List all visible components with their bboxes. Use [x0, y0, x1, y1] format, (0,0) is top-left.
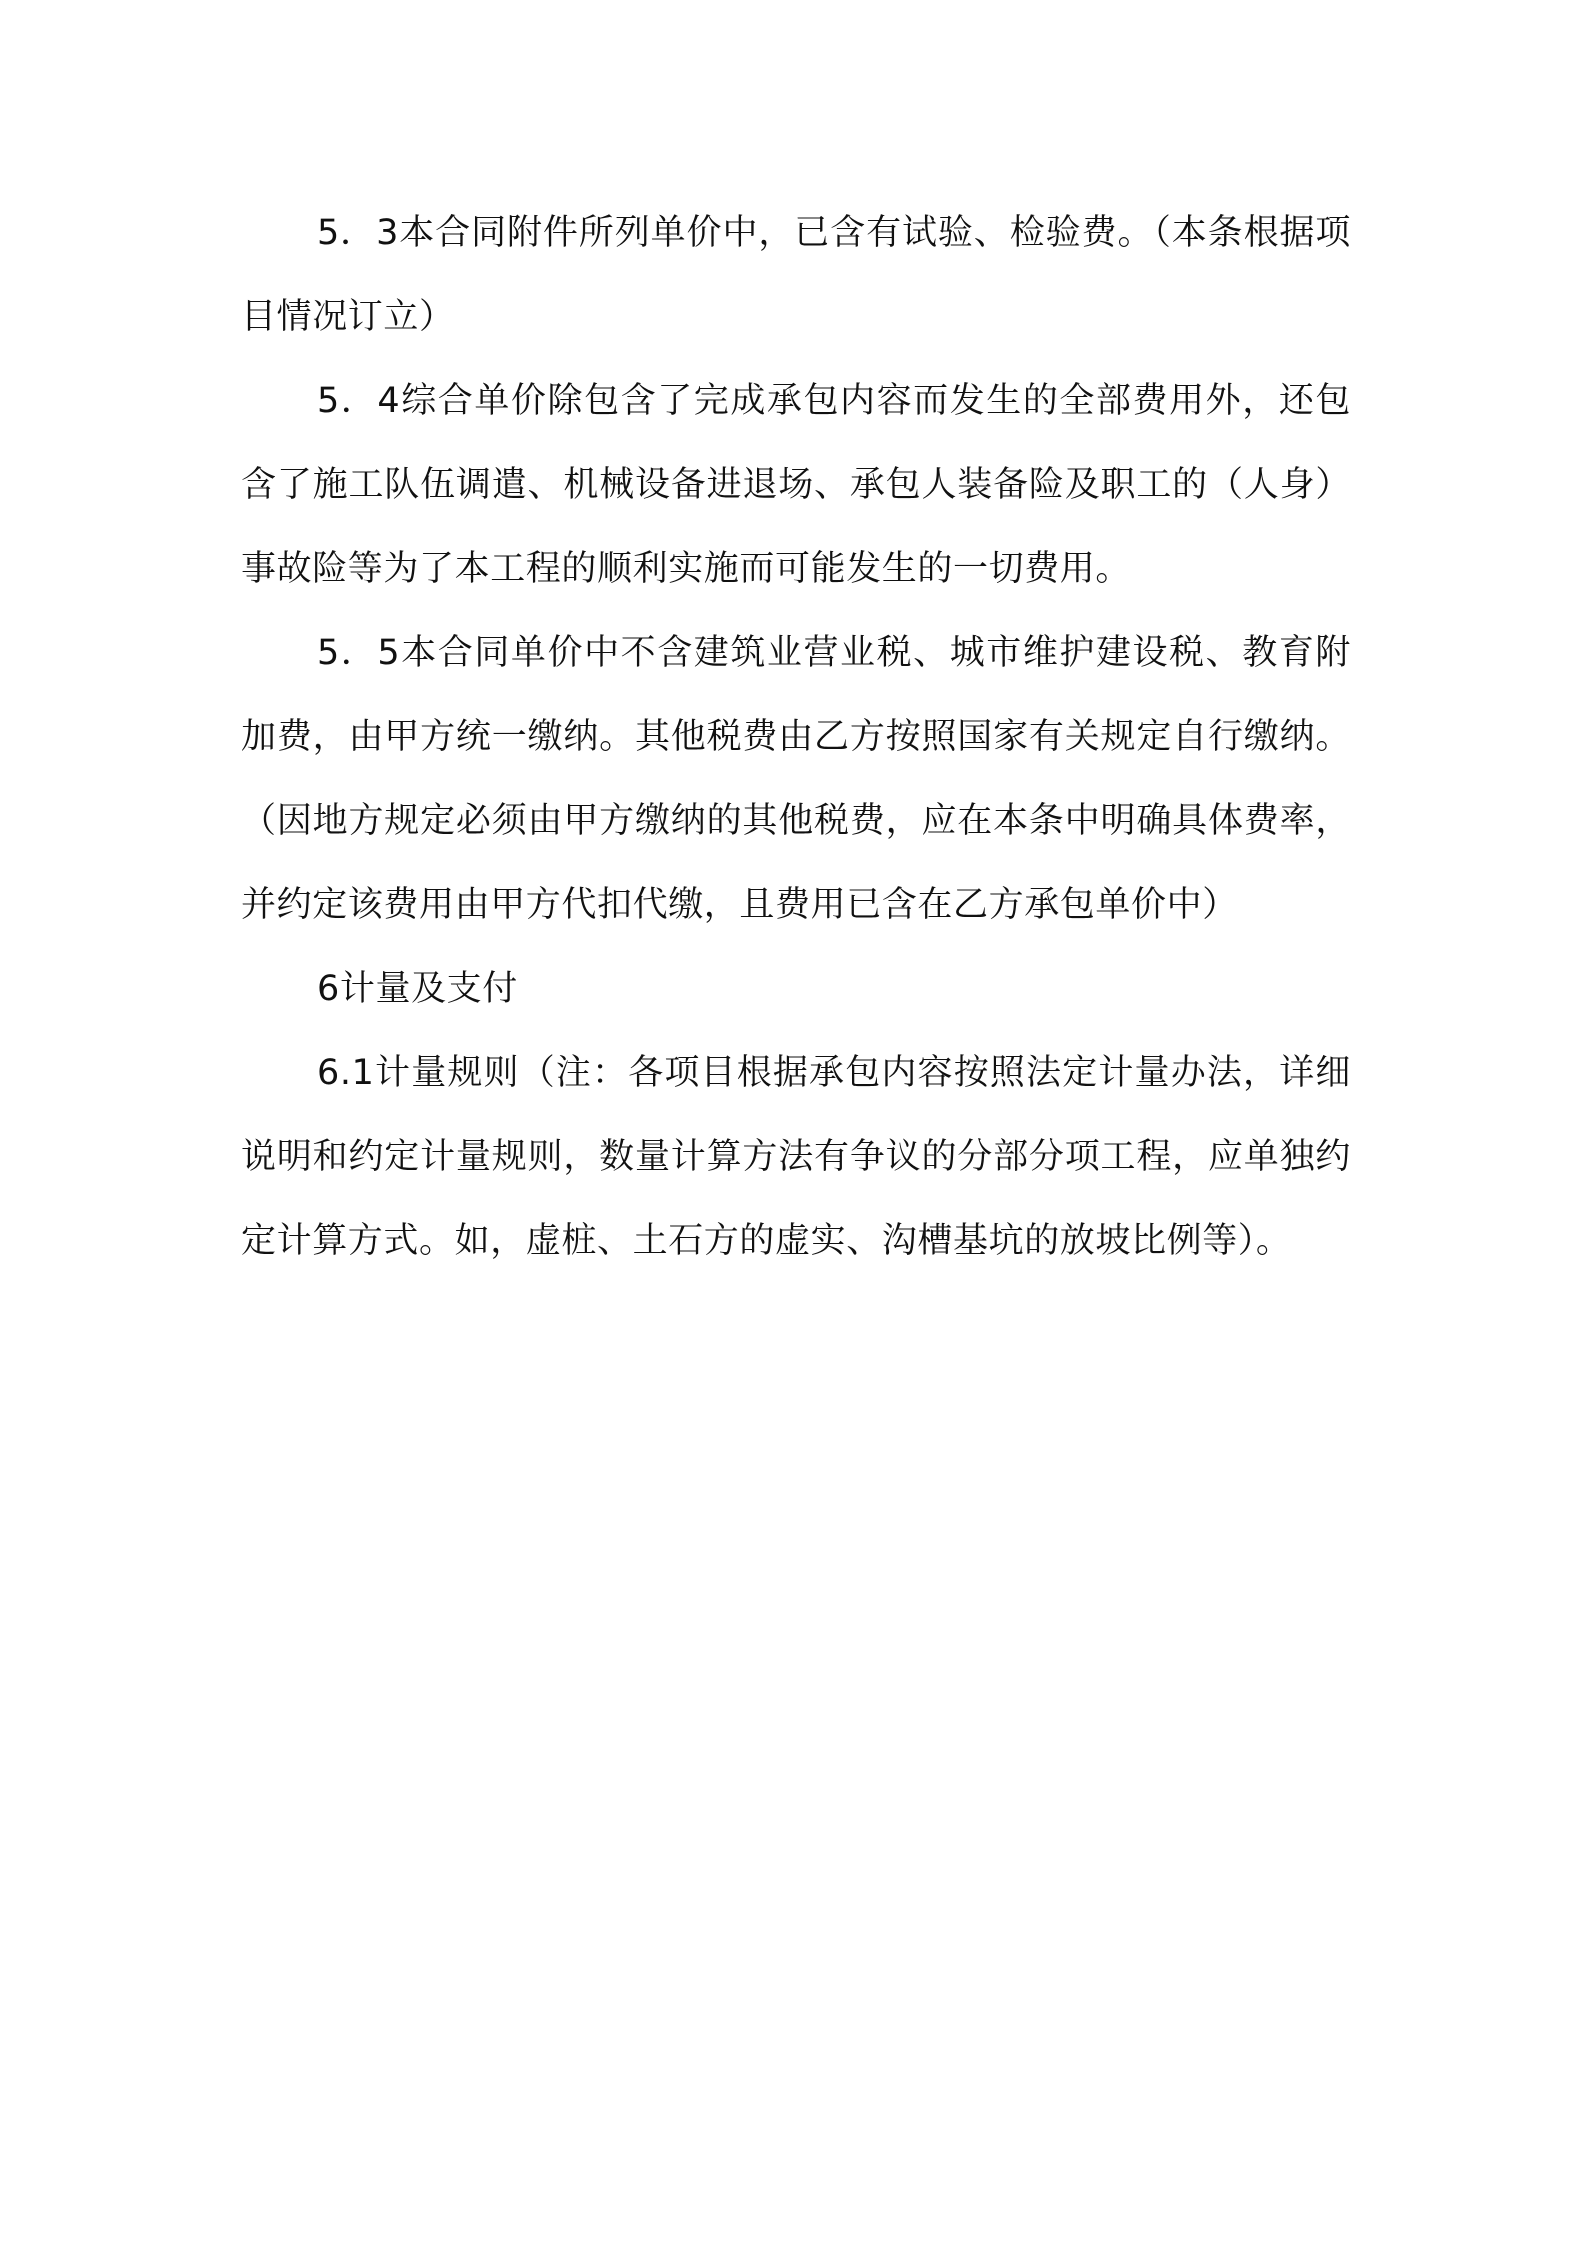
document-body — [241, 191, 1351, 1283]
clause-5-5: 5．5本合同单价中不含建筑业营业税、城市维护建设税、教育附加费，由甲方统一缴纳。其他税费由乙方按照国家有关规定自行缴纳。（因地方规定必须由甲方缴纳的其他税费，应在本条中明确具体费率，并约定该费用由甲方代扣代缴，且费用已含在乙方承包单价中） — [241, 633, 1351, 925]
clause-5-4: 5．4综合单价除包含了完成承包内容而发生的全部费用外，还包含了施工队伍调遣、机械设备进退场、承包人装备险及职工的（人身）事故险等为了本工程的顺利实施而可能发生的一切费用。 — [241, 381, 1351, 589]
clause-6-1: 6.1计量规则（注：各项目根据承包内容按照法定计量办法，详细说明和约定计量规则，数量计算方法有争议的分部分项工程，应单独约定计算方式。如，虚桩、土石方的虚实、沟槽基坑的放坡比例等）。 — [241, 1053, 1351, 1261]
section-heading-6: 6计量及支付 — [317, 969, 518, 1009]
clause-5-3: 5．3本合同附件所列单价中，已含有试验、检验费。（本条根据项目情况订立） — [241, 213, 1351, 337]
